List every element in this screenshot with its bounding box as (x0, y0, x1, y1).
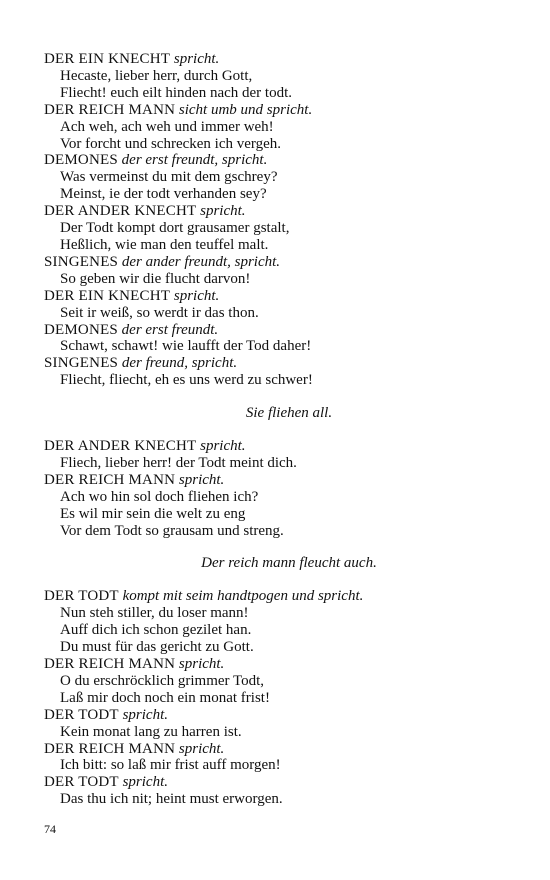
speaker-name: SINGENES (44, 253, 119, 270)
speaker-name: DER TODT (44, 706, 119, 723)
speaker-line (44, 203, 514, 220)
speaker-line (44, 152, 514, 169)
verse-line: Fliecht, fliecht, eh es uns werd zu schwer! (60, 372, 313, 389)
stage-direction: Sie fliehen all. (245, 405, 333, 422)
speaker-line (44, 355, 514, 372)
spacer (44, 539, 514, 555)
verse-line: Schawt, schawt! wie laufft der Tod daher! (60, 338, 312, 355)
speaker-direction: spricht. (173, 51, 220, 67)
speaker-direction: spricht. (178, 471, 225, 488)
spacer (44, 572, 514, 588)
verse-line: Nun steh stiller, du loser mann! (60, 605, 249, 622)
verse-line: Was vermeinst du mit dem gschrey? (60, 169, 278, 186)
speaker-direction: spricht. (200, 438, 246, 455)
speaker-line (44, 707, 514, 724)
speaker-line (44, 102, 514, 119)
verse-line: So geben wir die flucht darvon! (60, 270, 251, 287)
speaker-line (44, 774, 514, 791)
speaker-direction: spricht. (178, 656, 225, 672)
verse-line: Du must für das gericht zu Gott. (60, 639, 254, 656)
speaker-name: DER REICH MANN (44, 740, 176, 757)
speaker-line (44, 588, 514, 605)
verse-line: Vor dem Todt so grausam und streng. (60, 522, 284, 539)
speaker-direction: der erst freundt. (121, 321, 219, 338)
speaker-direction: der freund, spricht. (121, 355, 238, 372)
verse-line: Heßlich, wie man den teuffel malt. (60, 236, 269, 253)
page-number: 74 (44, 822, 56, 836)
verse-line: Ach weh, ach weh und immer weh! (60, 118, 274, 135)
speaker-name: DER REICH MANN (44, 101, 176, 118)
speaker-line (44, 656, 514, 673)
speaker-line (44, 472, 514, 489)
stage-direction: Der reich mann fleucht auch. (201, 555, 377, 572)
speaker-direction: der ander freundt, spricht. (121, 253, 281, 270)
spacer (44, 422, 514, 438)
speaker-line (44, 254, 514, 271)
verse-line: O du erschröcklich grimmer Todt, (60, 672, 265, 689)
speaker-name: DER REICH MANN (44, 471, 176, 488)
verse-line: Laß mir doch noch ein monat frist! (60, 689, 270, 706)
verse-line: Fliecht! euch eilt hinden nach der todt. (60, 84, 293, 101)
verse-line: Der Todt kompt dort grausamer gstalt, (60, 220, 290, 237)
verse-line: Es wil mir sein die welt zu eng (60, 505, 246, 522)
speaker-direction: spricht. (122, 706, 168, 723)
speaker-name: DER TODT (44, 588, 119, 605)
verse-line: Auff dich ich schon gezilet han. (60, 622, 252, 639)
speaker-name: DER EIN KNECHT (44, 287, 171, 304)
speaker-name: SINGENES (44, 355, 119, 372)
speaker-line (44, 741, 514, 758)
speaker-name: DER REICH MANN (44, 656, 176, 672)
speaker-name: DER TODT (44, 774, 119, 791)
verse-line: Ich bitt: so laß mir frist auff morgen! (60, 757, 281, 774)
verse-line: Seit ir weiß, so werdt ir das thon. (60, 304, 259, 321)
speaker-direction: spricht. (178, 740, 225, 757)
speaker-direction: spricht. (173, 287, 220, 304)
spacer (44, 389, 514, 405)
speaker-line (44, 288, 514, 305)
speaker-name: DER ANDER KNECHT (44, 203, 197, 220)
verse-line: Ach wo hin sol doch fliehen ich? (60, 488, 259, 505)
speaker-direction: der erst freundt, spricht. (121, 152, 268, 169)
speaker-direction: spricht. (200, 203, 246, 220)
verse-line: Fliech, lieber herr! der Todt meint dich. (60, 454, 297, 471)
play-text (44, 51, 514, 808)
speaker-line (44, 51, 514, 68)
speaker-name: DER ANDER KNECHT (44, 438, 197, 455)
speaker-line (44, 438, 514, 455)
speaker-direction: spricht. (122, 774, 168, 791)
verse-line: Vor forcht und schrecken ich vergeh. (60, 135, 282, 152)
speaker-direction: kompt mit seim handtpogen und spricht. (122, 588, 364, 605)
speaker-direction: sicht umb und spricht. (178, 101, 313, 118)
verse-line: Das thu ich nit; heint must erworgen. (60, 791, 283, 808)
speaker-name: DER EIN KNECHT (44, 51, 171, 67)
speaker-name: DEMONES (44, 152, 118, 169)
verse-line: Kein monat lang zu harren ist. (60, 723, 242, 740)
speaker-name: DEMONES (44, 321, 118, 338)
verse-line: Hecaste, lieber herr, durch Gott, (60, 67, 253, 84)
verse-line: Meinst, ie der todt verhanden sey? (60, 186, 267, 203)
speaker-line (44, 322, 514, 339)
